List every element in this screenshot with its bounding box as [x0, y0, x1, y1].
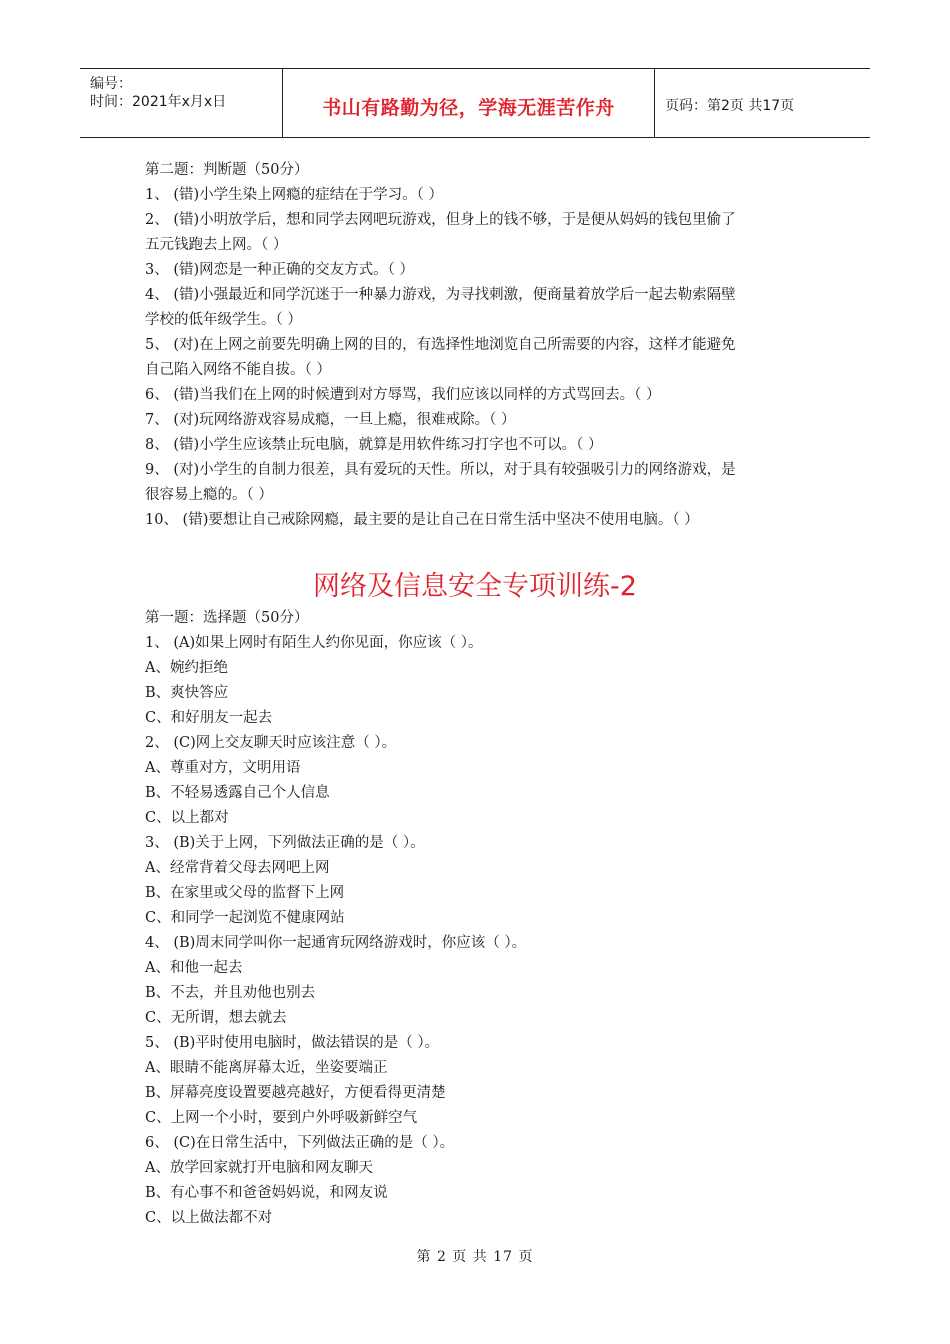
text-line: 4、 (错)小强最近和同学沉迷于一种暴力游戏，为寻找刺激，便商量着放学后一起去勒索隔壁: [145, 287, 736, 303]
text-line: 6、 (C)在日常生活中，下列做法正确的是（ ）。: [145, 1135, 455, 1151]
text-line: 2、 (C)网上交友聊天时应该注意（ ）。: [145, 735, 397, 751]
text-line: 9、 (对)小学生的自制力很差，具有爱玩的天性。所以，对于具有较强吸引力的网络游戏，是: [145, 462, 736, 478]
text-line: A、经常背着父母去网吧上网: [145, 860, 330, 876]
text-line: 自己陷入网络不能自拔。（ ）: [145, 362, 331, 378]
text-line: A、婉约拒绝: [145, 660, 228, 676]
text-line: C、和同学一起浏览不健康网站: [145, 910, 345, 926]
page-header: [80, 68, 870, 138]
text-line: B、屏幕亮度设置要越亮越好，方便看得更清楚: [145, 1085, 446, 1101]
text-line: 3、 (错)网恋是一种正确的交友方式。（ ）: [145, 262, 415, 278]
text-line: C、以上做法都不对: [145, 1210, 273, 1226]
text-line: B、在家里或父母的监督下上网: [145, 885, 345, 901]
text-line: 第二题：判断题（50分）: [145, 162, 309, 178]
text-line: C、上网一个小时，要到户外呼吸新鲜空气: [145, 1110, 418, 1126]
text-line: 8、 (错)小学生应该禁止玩电脑，就算是用软件练习打字也不可以。（ ）: [145, 437, 603, 453]
text-line: 7、 (对)玩网络游戏容易成瘾，一旦上瘾，很难戒除。（ ）: [145, 412, 516, 428]
header-page-cell: [655, 69, 870, 137]
text-line: B、爽快答应: [145, 685, 229, 701]
text-line: A、和他一起去: [145, 960, 243, 976]
text-line: A、尊重对方，文明用语: [145, 760, 301, 776]
true-false-section: [145, 158, 825, 533]
text-line: C、以上都对: [145, 810, 229, 826]
text-line: 很容易上瘾的。（ ）: [145, 487, 273, 503]
section-title: 网络及信息安全专项训练-2: [313, 571, 637, 602]
text-line: B、不去，并且劝他也别去: [145, 985, 316, 1001]
document-number-label: 编号：: [90, 76, 132, 92]
text-line: 2、 (错)小明放学后，想和同学去网吧玩游戏，但身上的钱不够，于是便从妈妈的钱包里偷了: [145, 212, 736, 228]
text-line: 6、 (错)当我们在上网的时候遭到对方辱骂，我们应该以同样的方式骂回去。（ ）: [145, 387, 661, 403]
text-line: 4、 (B)周末同学叫你一起通宵玩网络游戏时，你应该（ ）。: [145, 935, 527, 951]
text-line: 1、 (A)如果上网时有陌生人约你见面，你应该（ ）。: [145, 635, 483, 651]
text-line: 1、 (错)小学生染上网瘾的症结在于学习。（ ）: [145, 187, 444, 203]
text-line: 5、 (对)在上网之前要先明确上网的目的，有选择性地浏览自己所需要的内容，这样才能避免: [145, 337, 736, 353]
header-motto: 书山有路勤为径，学海无涯苦作舟: [322, 97, 615, 119]
text-line: A、放学回家就打开电脑和网友聊天: [145, 1160, 373, 1176]
text-line: 学校的低年级学生。（ ）: [145, 312, 302, 328]
text-line: A、眼睛不能离屏幕太近，坐姿要端正: [145, 1060, 388, 1076]
text-line: B、有心事不和爸爸妈妈说，和网友说: [145, 1185, 388, 1201]
header-meta-cell: [80, 69, 283, 137]
text-line: 5、 (B)平时使用电脑时，做法错误的是（ ）。: [145, 1035, 440, 1051]
text-line: B、不轻易透露自己个人信息: [145, 785, 330, 801]
text-line: 第一题：选择题（50分）: [145, 610, 309, 626]
text-line: C、和好朋友一起去: [145, 710, 273, 726]
text-line: 3、 (B)关于上网，下列做法正确的是（ ）。: [145, 835, 425, 851]
document-time-label: 时间：2021年x月x日: [90, 94, 227, 110]
page-footer: 第 2 页 共 17 页: [416, 1249, 534, 1265]
multiple-choice-section: [145, 606, 825, 1231]
text-line: 10、 (错)要想让自己戒除网瘾，最主要的是让自己在日常生活中坚决不使用电脑。（ ）: [145, 512, 699, 528]
text-line: C、无所谓，想去就去: [145, 1010, 287, 1026]
header-motto-cell: [283, 69, 655, 137]
header-page-number: 页码：第2页 共17页: [665, 98, 795, 114]
text-line: 五元钱跑去上网。（ ）: [145, 237, 288, 253]
